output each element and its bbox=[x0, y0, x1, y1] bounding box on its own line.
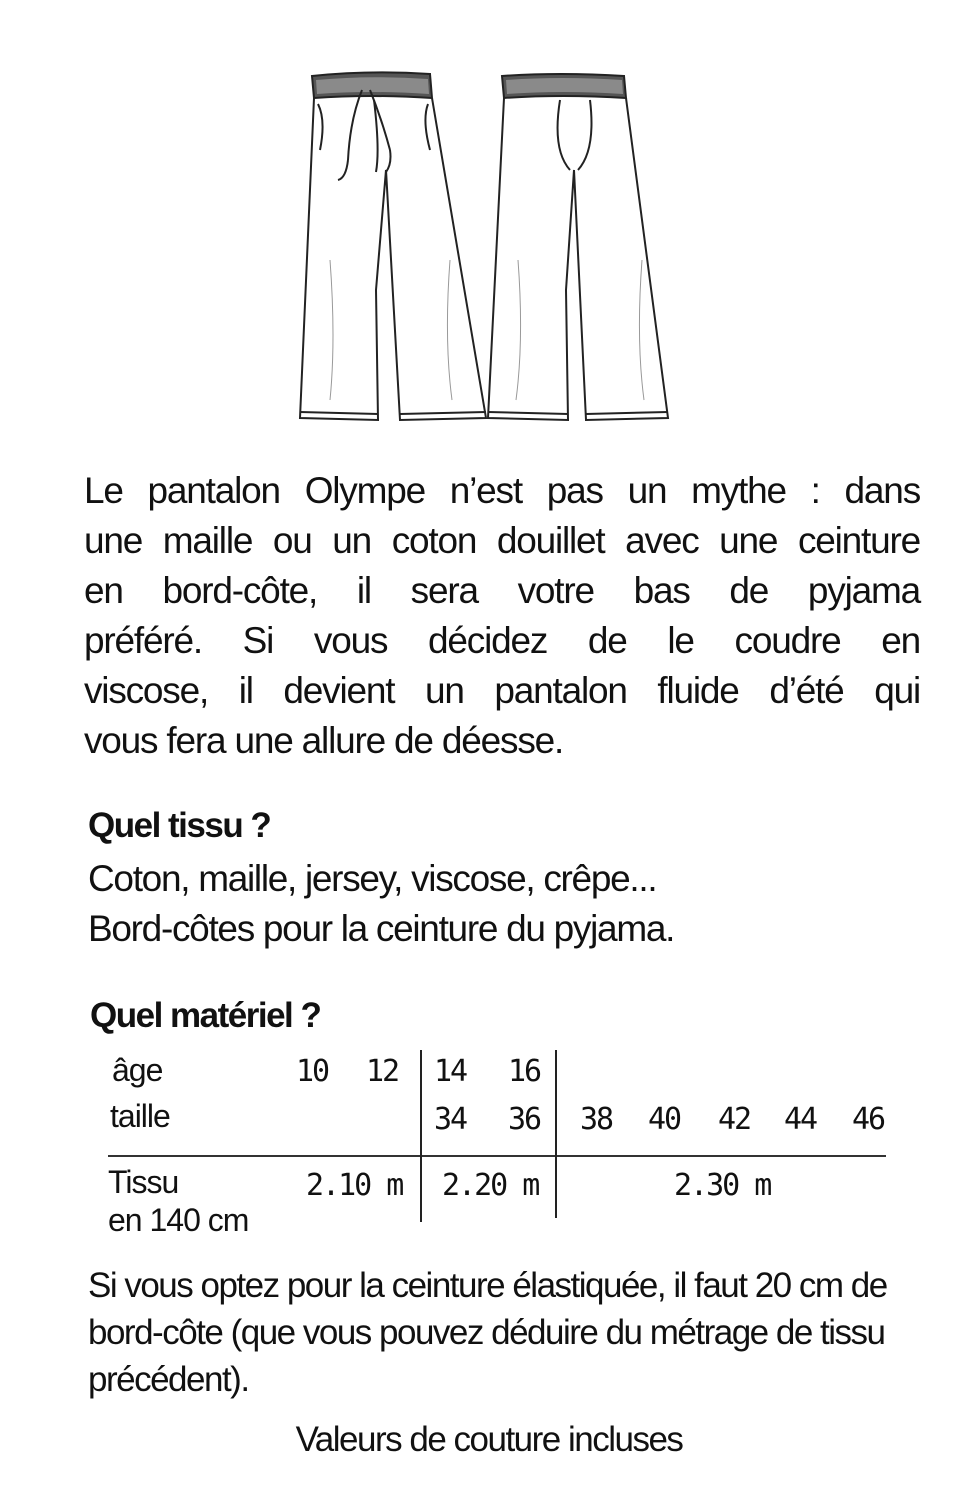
age-value: 10 bbox=[296, 1054, 329, 1089]
intro-line: une maille ou un coton douillet avec une ceinture bbox=[84, 520, 920, 561]
fabric-width-label: en 140 cm bbox=[108, 1202, 249, 1238]
intro-line: Le pantalon Olympe n’est pas un mythe : dans bbox=[84, 470, 920, 511]
intro-line: préféré. Si vous décidez de le coudre en bbox=[84, 620, 920, 661]
size-value: 42 bbox=[718, 1102, 751, 1137]
intro-line: en bord-côte, il sera votre bas de pyjama bbox=[84, 570, 920, 611]
pants-front-drawing bbox=[300, 72, 486, 420]
fabric-line-2: Bord-côtes pour la ceinture du pyjama. bbox=[88, 908, 675, 949]
seam-allowance-note: Valeurs de couture incluses bbox=[295, 1420, 683, 1459]
age-value: 16 bbox=[508, 1054, 541, 1089]
fabric-amount: 2.10 m bbox=[306, 1168, 403, 1203]
fabric-amount: 2.20 m bbox=[442, 1168, 539, 1203]
fabric-amount: 2.30 m bbox=[674, 1168, 771, 1203]
pants-back-drawing bbox=[488, 74, 668, 420]
fabric-line-1: Coton, maille, jersey, viscose, crêpe... bbox=[88, 858, 657, 899]
intro-line: vous fera une allure de déesse. bbox=[84, 720, 564, 761]
age-label: âge bbox=[112, 1052, 163, 1088]
age-value: 12 bbox=[366, 1054, 399, 1089]
size-value: 40 bbox=[648, 1102, 681, 1137]
waistband-note: Si vous optez pour la ceinture élastiquée, il faut 20 cm de bord-côte (que vous pouvez déduire du métrage de tissu précédent). bbox=[88, 1266, 887, 1399]
table-divider bbox=[108, 1155, 886, 1157]
size-value: 34 bbox=[434, 1102, 467, 1137]
intro-paragraph bbox=[84, 466, 920, 766]
size-label: taille bbox=[110, 1098, 170, 1134]
size-value: 36 bbox=[508, 1102, 541, 1137]
material-heading: Quel matériel ? bbox=[90, 996, 321, 1035]
table-column-divider bbox=[420, 1050, 422, 1222]
size-value: 46 bbox=[852, 1102, 885, 1137]
age-value: 14 bbox=[434, 1054, 467, 1089]
size-value: 44 bbox=[784, 1102, 817, 1137]
size-value: 38 bbox=[580, 1102, 613, 1137]
table-column-divider bbox=[555, 1050, 557, 1218]
intro-line: viscose, il devient un pantalon fluide d’été qui bbox=[84, 670, 920, 711]
fabric-heading: Quel tissu ? bbox=[88, 806, 271, 845]
fabric-width-label: Tissu bbox=[108, 1164, 179, 1200]
pants-illustration bbox=[290, 60, 690, 430]
